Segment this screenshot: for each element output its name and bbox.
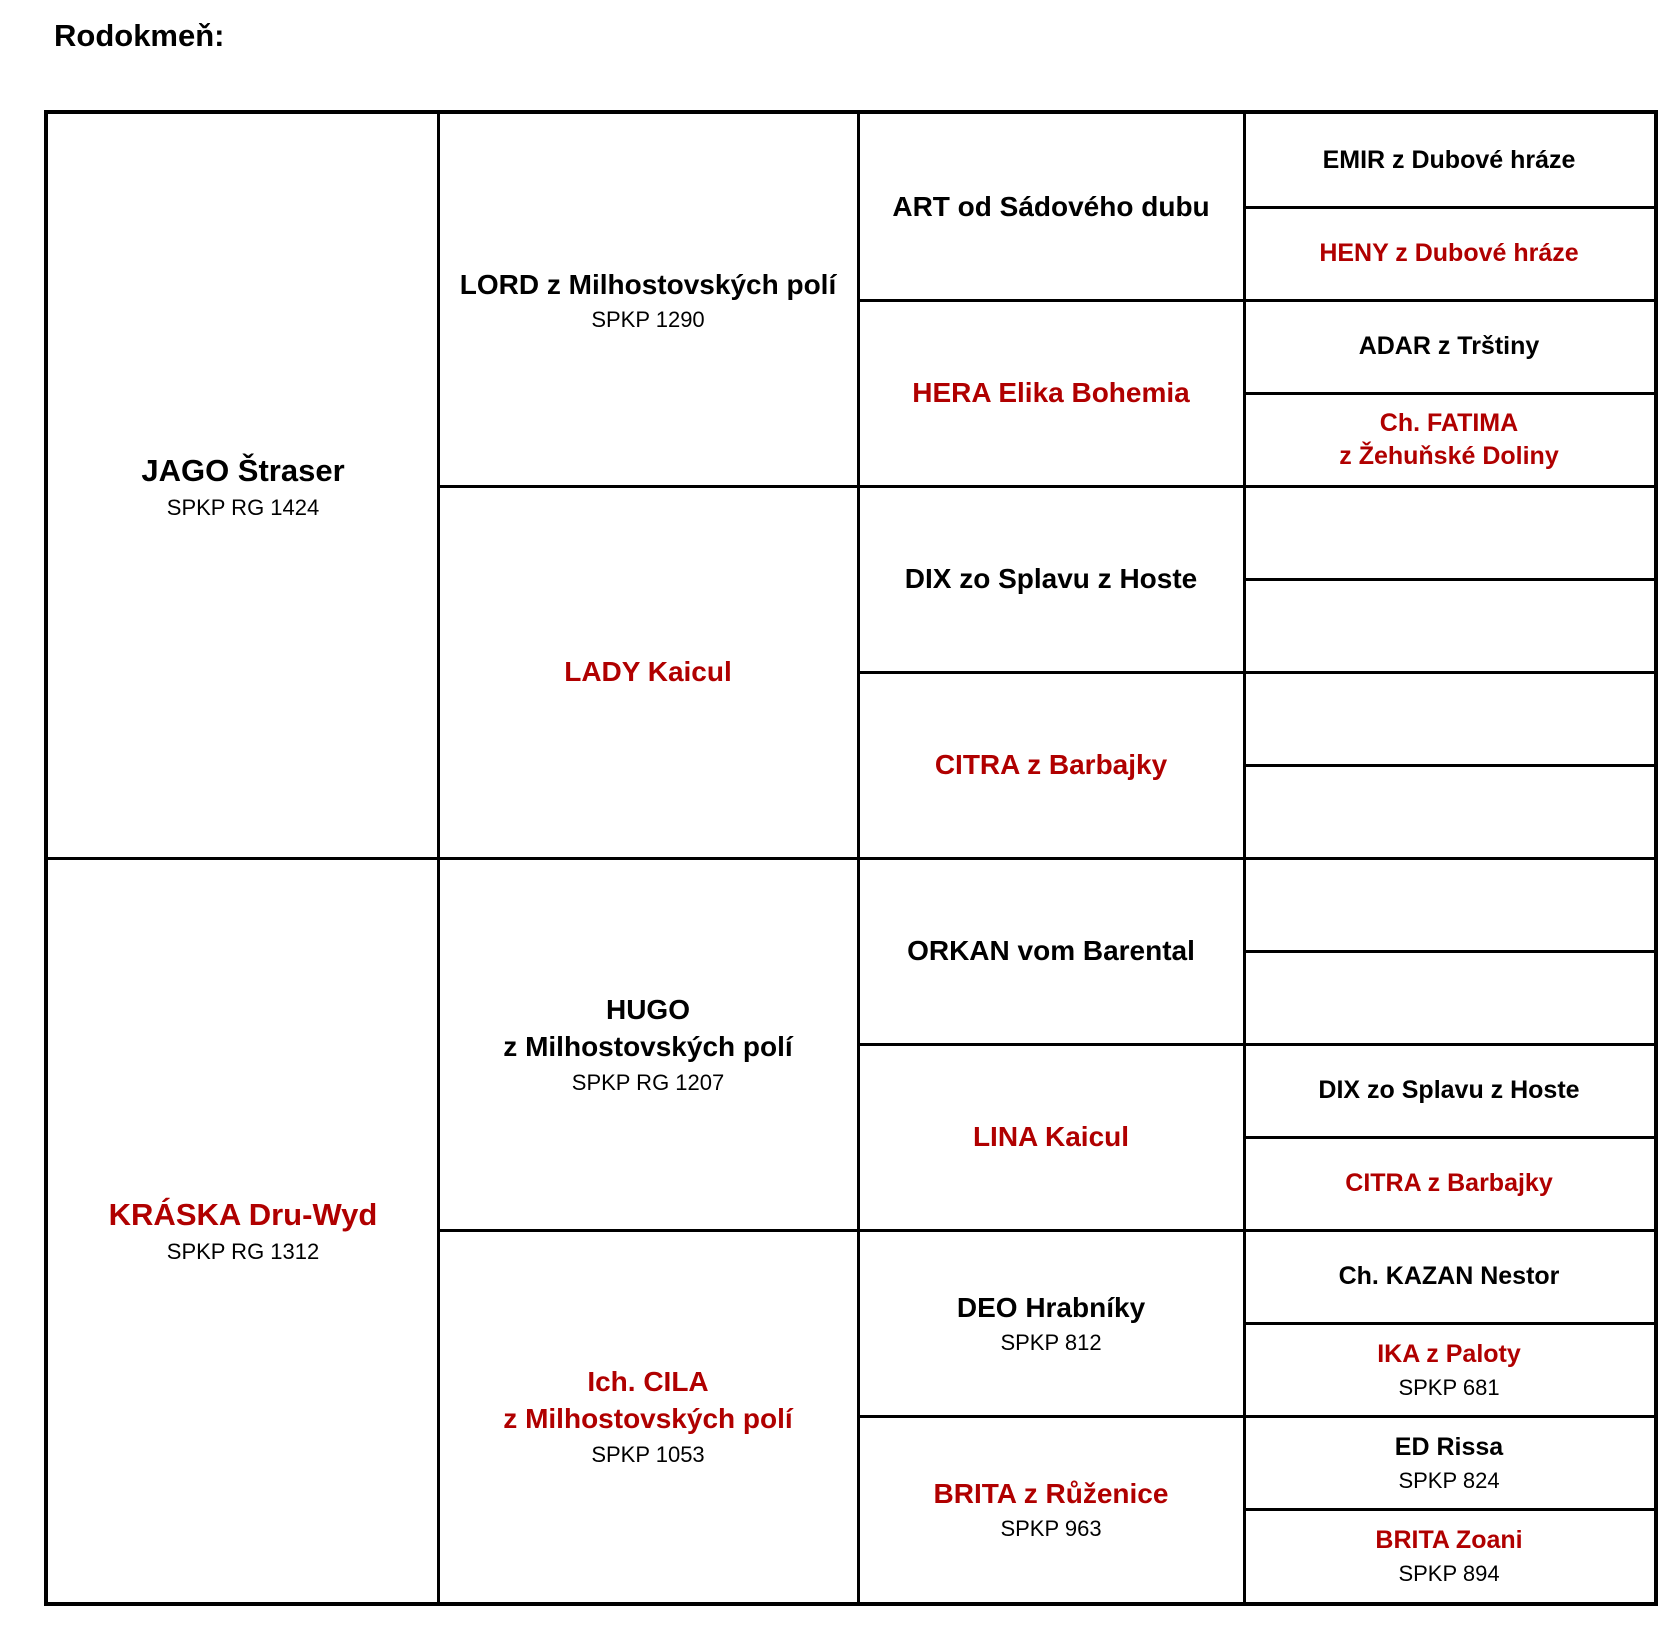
parent-name: JAGO Štraser [141,452,345,488]
great-grandparent-name: HERA Elika Bohemia [912,376,1190,408]
great-grandparent-name: BRITA z Růženice [933,1477,1169,1509]
great-great-grandparent-name: IKA z Paloty [1377,1340,1521,1368]
great-great-grandparent-name: BRITA Zoani [1375,1526,1523,1554]
grandparent-cell [438,486,858,858]
great-great-grandparent-cell [1244,1044,1654,1137]
parent-registration: SPKP RG 1424 [166,495,320,521]
grandparent-name: HUGO z Milhostovských polí [503,994,793,1062]
great-great-grandparent-cell [1244,1416,1654,1509]
grandparent-name: Ich. CILA z Milhostovských polí [503,1366,793,1434]
pedigree-table [44,110,1658,1606]
great-great-grandparent-cell [1244,207,1654,300]
great-great-grandparent-cell [1244,858,1654,951]
grandparent-cell [438,858,858,1230]
great-great-grandparent-cell [1244,1323,1654,1416]
grandparent-registration: SPKP RG 1207 [571,1069,725,1095]
great-great-grandparent-cell [1244,393,1654,486]
great-great-grandparent-cell [1244,1230,1654,1323]
great-grandparent-cell [858,1230,1244,1416]
great-grandparent-cell [858,114,1244,300]
great-grandparent-cell [858,672,1244,858]
great-grandparent-name: DIX zo Splavu z Hoste [904,562,1198,594]
great-great-grandparent-cell [1244,114,1654,207]
great-great-grandparent-registration: SPKP 894 [1398,1561,1500,1586]
great-great-grandparent-name: HENY z Dubové hráze [1319,239,1579,267]
great-great-grandparent-registration: SPKP 681 [1398,1375,1500,1400]
great-great-grandparent-cell [1244,1509,1654,1602]
grandparent-name: LORD z Milhostovských polí [459,268,837,300]
great-grandparent-registration: SPKP 963 [1000,1516,1102,1542]
great-great-grandparent-registration: SPKP 824 [1398,1468,1500,1493]
great-great-grandparent-name: DIX zo Splavu z Hoste [1318,1076,1580,1104]
great-grandparent-name: CITRA z Barbajky [934,748,1168,780]
great-great-grandparent-cell [1244,765,1654,858]
great-grandparent-cell [858,1416,1244,1602]
great-grandparent-name: ORKAN vom Barental [907,934,1195,966]
parent-name: KRÁSKA Dru-Wyd [108,1196,378,1232]
great-grandparent-cell [858,300,1244,486]
great-great-grandparent-cell [1244,300,1654,393]
great-grandparent-name: ART od Sádového dubu [892,190,1210,222]
page-title: Rodokmeň: [54,18,225,53]
great-grandparent-name: DEO Hrabníky [956,1291,1146,1323]
grandparent-cell [438,1230,858,1602]
great-great-grandparent-cell [1244,672,1654,765]
grandparent-registration: SPKP 1053 [591,1441,705,1467]
grandparent-cell [438,114,858,486]
great-great-grandparent-name: CITRA z Barbajky [1345,1169,1553,1197]
parent-cell [48,114,438,858]
great-great-grandparent-name: Ch. KAZAN Nestor [1338,1262,1560,1290]
parent-cell [48,858,438,1602]
great-great-grandparent-cell [1244,951,1654,1044]
great-great-grandparent-cell [1244,1137,1654,1230]
grandparent-registration: SPKP 1290 [591,307,705,333]
great-grandparent-cell [858,858,1244,1044]
great-great-grandparent-name: EMIR z Dubové hráze [1322,146,1576,174]
great-grandparent-cell [858,486,1244,672]
great-grandparent-registration: SPKP 812 [1000,1330,1102,1356]
great-great-grandparent-cell [1244,579,1654,672]
great-grandparent-cell [858,1044,1244,1230]
great-great-grandparent-name: ED Rissa [1394,1433,1504,1461]
grandparent-name: LADY Kaicul [564,655,732,687]
parent-registration: SPKP RG 1312 [166,1239,320,1265]
great-great-grandparent-name: Ch. FATIMA z Žehuňské Doliny [1339,408,1559,470]
great-great-grandparent-cell [1244,486,1654,579]
great-grandparent-name: LINA Kaicul [972,1120,1130,1152]
great-great-grandparent-name: ADAR z Trštiny [1358,332,1540,360]
